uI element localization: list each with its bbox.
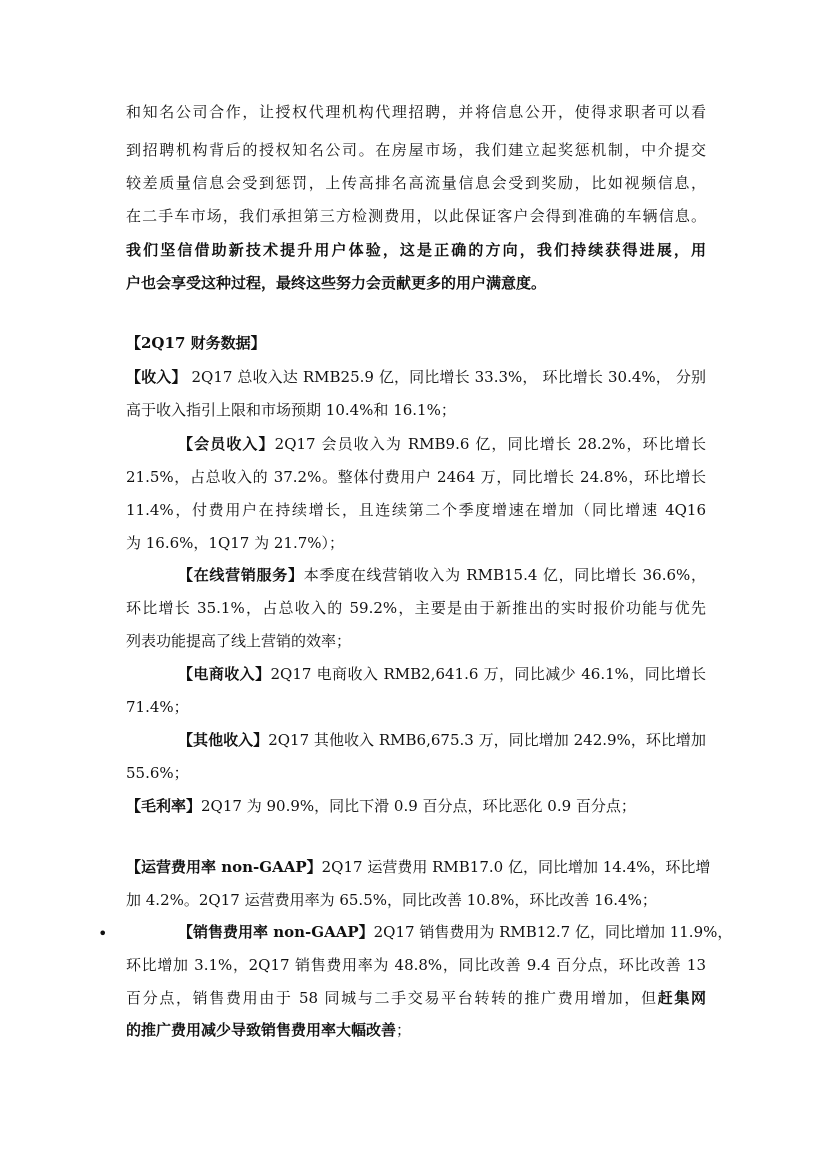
gross-margin-line	[126, 796, 706, 816]
section-title: 【2Q17 财务数据】	[126, 334, 266, 352]
paragraph-line: 在二手车市场，我们承担第三方检测费用，以此保证客户会得到准确的车辆信息。	[126, 207, 706, 225]
online-marketing-text: 本季度在线营销收入为 RMB15.4 亿，同比增长 36.6%，	[303, 566, 706, 584]
ecommerce-line: 71.4%；	[126, 698, 189, 716]
revenue-line	[126, 367, 706, 387]
online-marketing-line: 环比增长 35.1%，占总收入的 59.2%，主要是由于新推出的实时报价功能与优先	[126, 599, 706, 617]
selling-line	[126, 1020, 706, 1040]
bullet-marker: •	[98, 924, 108, 943]
gross-margin-label: 【毛利率】	[126, 797, 202, 815]
selling-line	[178, 922, 733, 942]
other-income-line	[178, 730, 706, 750]
membership-text: 2Q17 会员收入为 RMB9.6 亿，同比增长 28.2%，环比增长	[274, 435, 706, 453]
membership-line: 21.5%，占总收入的 37.2%。整体付费用户 2464 万，同比增长 24.8%，环比增长	[126, 468, 706, 486]
selling-text: 2Q17 销售费用为 RMB12.7 亿，同比增加 11.9%，	[373, 923, 733, 941]
other-income-label: 【其他收入】	[178, 731, 269, 749]
online-marketing-label: 【在线营销服务】	[178, 566, 304, 584]
ecommerce-line	[178, 664, 706, 684]
selling-label: 【销售费用率 non-GAAP】	[178, 923, 374, 941]
selling-line	[126, 988, 706, 1008]
ecommerce-label: 【电商收入】	[178, 665, 271, 683]
gross-margin-text: 2Q17 为 90.9%，同比下滑 0.9 百分点，环比恶化 0.9 百分点；	[201, 797, 636, 815]
other-income-text: 2Q17 其他收入 RMB6,675.3 万，同比增加 242.9%，环比增加	[268, 731, 706, 749]
revenue-label: 【收入】	[126, 368, 187, 386]
selling-emphasis: 赶集网	[657, 989, 706, 1007]
opex-line	[126, 857, 711, 877]
selling-emphasis: 的推广费用减少导致销售费用率大幅改善	[126, 1021, 397, 1039]
online-marketing-line	[178, 565, 706, 585]
paragraph-line: 较差质量信息会受到惩罚，上传高排名高流量信息会受到奖励，比如视频信息，	[126, 174, 706, 192]
paragraph-line: 到招聘机构背后的授权知名公司。在房屋市场，我们建立起奖惩机制，中介提交	[126, 141, 706, 159]
online-marketing-line: 列表功能提高了线上营销的效率；	[126, 632, 352, 650]
opex-text: 2Q17 运营费用 RMB17.0 亿，同比增加 14.4%，环比增	[321, 858, 711, 876]
selling-text: ；	[396, 1021, 412, 1039]
paragraph-line: 和知名公司合作，让授权代理机构代理招聘，并将信息公开，使得求职者可以看	[126, 103, 706, 121]
membership-line: 11.4%，付费用户在持续增长，且连续第二个季度增速在增加（同比增速 4Q16	[126, 501, 706, 519]
selling-text: 百分点，销售费用由于 58 同城与二手交易平台转转的推广费用增加，但	[126, 989, 658, 1007]
selling-line: 环比增加 3.1%，2Q17 销售费用率为 48.8%，同比改善 9.4 百分点，环比改善 13	[126, 956, 706, 974]
revenue-line: 高于收入指引上限和市场预期 10.4%和 16.1%；	[126, 401, 456, 419]
opex-label: 【运营费用率 non-GAAP】	[126, 858, 322, 876]
revenue-text: 2Q17 总收入达 RMB25.9 亿，同比增长 33.3%， 环比增长 30.4%， 分别	[186, 368, 706, 386]
membership-line: 为 16.6%，1Q17 为 21.7%）；	[126, 534, 345, 552]
opex-line: 加 4.2%。2Q17 运营费用率为 65.5%，同比改善 10.8%，环比改善 16.4%；	[126, 891, 657, 909]
emphasis-line: 我们坚信借助新技术提升用户体验，这是正确的方向，我们持续获得进展，用	[126, 241, 706, 259]
membership-line	[178, 434, 706, 454]
ecommerce-text: 2Q17 电商收入 RMB2,641.6 万，同比减少 46.1%，同比增长	[270, 665, 706, 683]
other-income-line: 55.6%；	[126, 764, 189, 782]
membership-label: 【会员收入】	[178, 435, 275, 453]
emphasis-line: 户也会享受这种过程，最终这些努力会贡献更多的用户满意度。	[126, 274, 547, 292]
